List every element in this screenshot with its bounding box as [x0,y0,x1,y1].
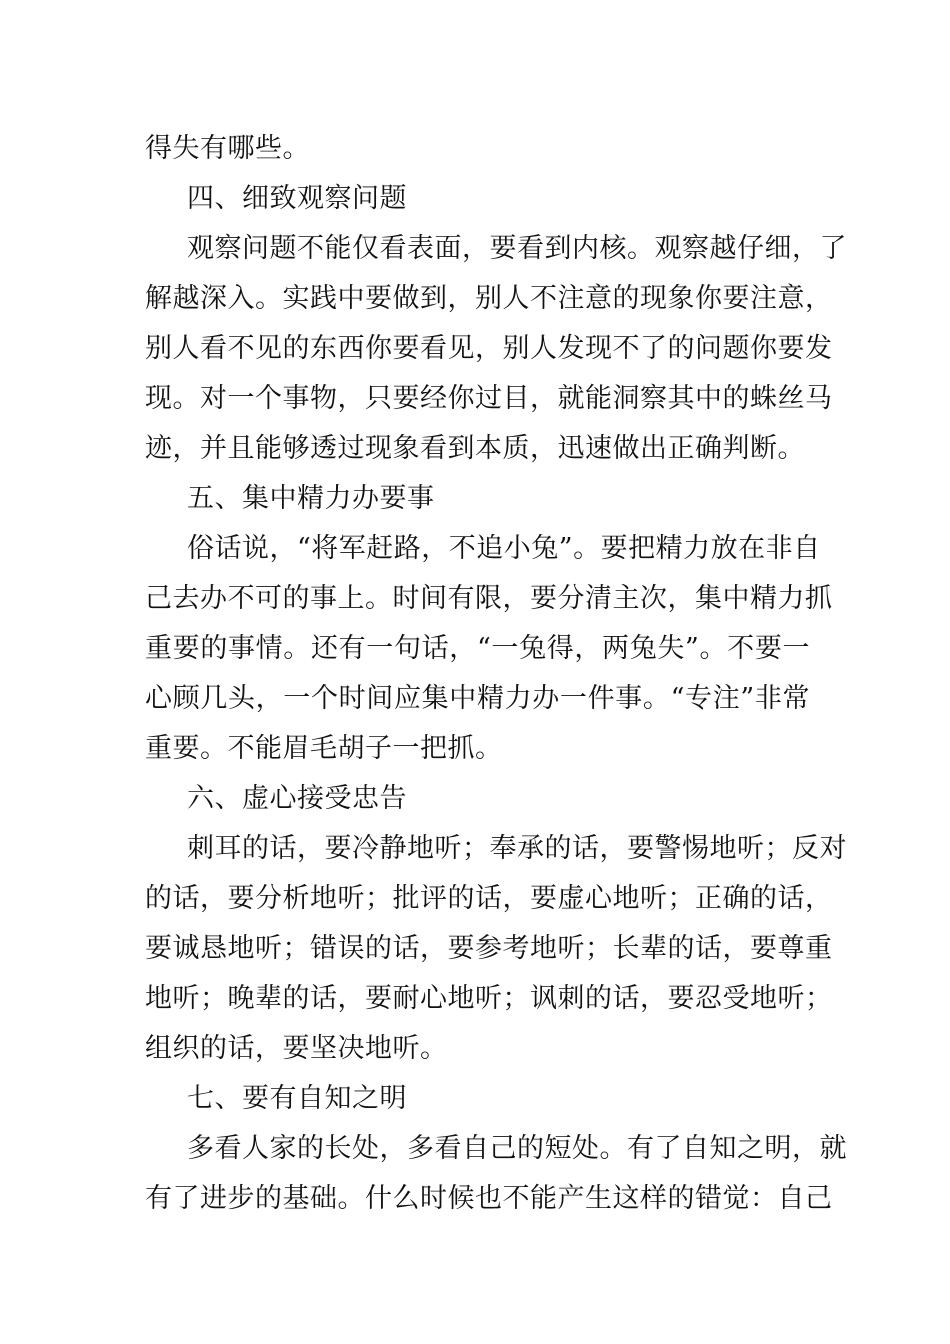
text-line: 六、虚心接受忠告 [187,783,407,814]
text-line: 五、集中精力办要事 [187,483,435,514]
text-line: 重要。不能眉毛胡子一把抓。 [145,733,503,764]
text-line: 别人看不见的东西你要看见，别人发现不了的问题你要发 [145,333,833,364]
text-line: 的话，要分析地听；批评的话，要虚心地听；正确的话， [145,883,833,914]
text-line: 四、细致观察问题 [187,183,407,214]
text-line: 得失有哪些。 [145,133,310,164]
text-line: 要诚恳地听；错误的话，要参考地听；长辈的话，要尊重 [145,933,833,964]
text-line: 现。对一个事物，只要经你过目，就能洞察其中的蛛丝马 [145,383,833,414]
text-line: 刺耳的话，要冷静地听；奉承的话，要警惕地听；反对 [187,833,847,864]
text-line: 俗话说，“将军赶路，不追小兔”。要把精力放在非自 [187,533,821,564]
text-line: 七、要有自知之明 [187,1083,407,1114]
text-line: 己去办不可的事上。时间有限，要分清主次，集中精力抓 [145,583,833,614]
text-line: 观察问题不能仅看表面，要看到内核。观察越仔细，了 [187,233,847,264]
text-line: 地听；晚辈的话，要耐心地听；讽刺的话，要忍受地听； [145,983,833,1014]
text-line: 解越深入。实践中要做到，别人不注意的现象你要注意， [145,283,833,314]
text-line: 迹，并且能够透过现象看到本质，迅速做出正确判断。 [145,433,805,464]
text-line: 重要的事情。还有一句话，“一兔得，两兔失”。不要一 [145,633,810,664]
text-line: 有了进步的基础。什么时候也不能产生这样的错觉：自己 [145,1183,833,1214]
text-line: 组织的话，要坚决地听。 [145,1033,448,1064]
text-line: 心顾几头，一个时间应集中精力办一件事。“专注”非常 [145,683,810,714]
text-line: 多看人家的长处，多看自己的短处。有了自知之明，就 [187,1133,847,1164]
document-body [145,124,847,1224]
